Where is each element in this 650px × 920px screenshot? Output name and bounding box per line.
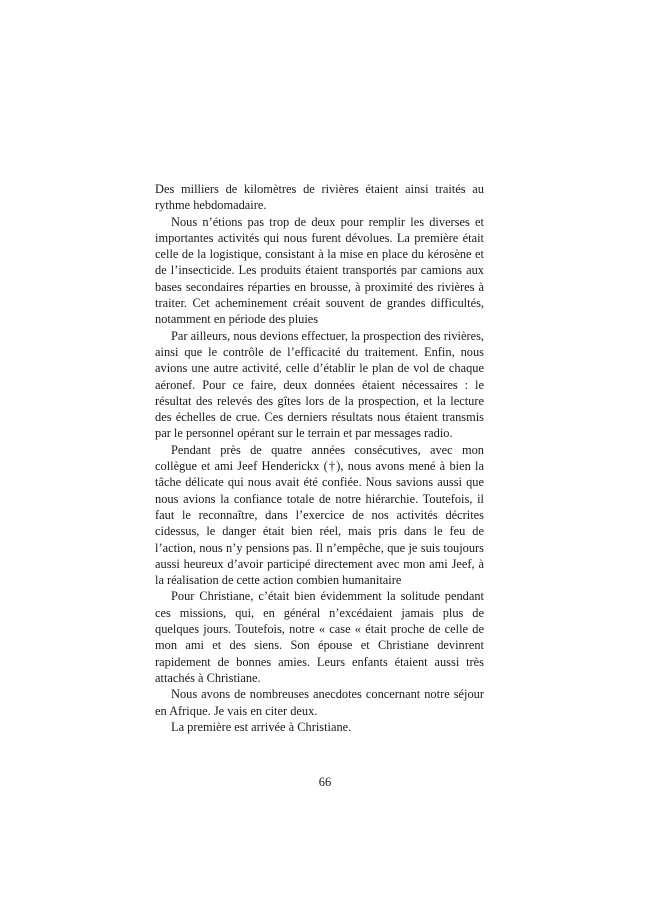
page-number: 66 (318, 775, 332, 789)
paragraph-7: La première est arrivée à Christiane. (171, 719, 352, 734)
paragraph-2: Nous n’étions pas trop de deux pour remplir les diverses et importantes activités qui nous furent dévolues. La première était celle de la logistique, consistant à la mise en place du kérosène et de l’insecticide. Les produits étaient transportés par camions aux bases secondaires réparties en brousse, à proximité des rivières à traiter. Cet acheminement créait souvent de grandes difficultés, notamment en période des pluies (155, 214, 484, 327)
body-text (155, 181, 484, 735)
paragraph-5: Pour Christiane, c’était bien évidemment la solitude pendant ces missions, qui, en général n’excédaient jamais plus de quelques jours. Toutefois, notre « case « était proche de celle de mon ami et des siens. Son épouse et Christiane devinrent rapidement de bonnes amies. Leurs enfants étaient aussi très attachés à Christiane. (155, 589, 484, 685)
paragraph-3: Par ailleurs, nous devions effectuer, la prospection des rivières, ainsi que le contrôle de l’efficacité du traitement. Enfin, nous avions une autre activité, celle d’établir le plan de vol de chaque aéronef. Pour ce faire, deux données étaient nécessaires : le résultat des relevés des gîtes lors de la prospection, et la lecture des échelles de crue. Ces derniers résultats nous étaient transmis par le personnel opérant sur le terrain et par messages radio. (155, 328, 484, 441)
paragraph-4: Pendant près de quatre années consécutives, avec mon collègue et ami Jeef Henderickx (†), nous avons mené à bien la tâche délicate qui nous avait été confiée. Nous savions aussi que nous avions la confiance totale de notre hiérarchie. Toutefois, il faut le reconnaître, dans l’exercice de nos activités décrites cidessus, le danger était bien réel, mais pris dans le feu de l’action, nous n’y pensions pas. Il n’empêche, que je suis toujours aussi heureux d’avoir participé directement avec mon ami Jeef, à la réalisation de cette action combien humanitaire (155, 442, 484, 588)
paragraph-1: Des milliers de kilomètres de rivières étaient ainsi traités au rythme hebdomadaire. (155, 182, 484, 213)
paragraph-6: Nous avons de nombreuses anecdotes concernant notre séjour en Afrique. Je vais en citer deux. (155, 687, 484, 718)
